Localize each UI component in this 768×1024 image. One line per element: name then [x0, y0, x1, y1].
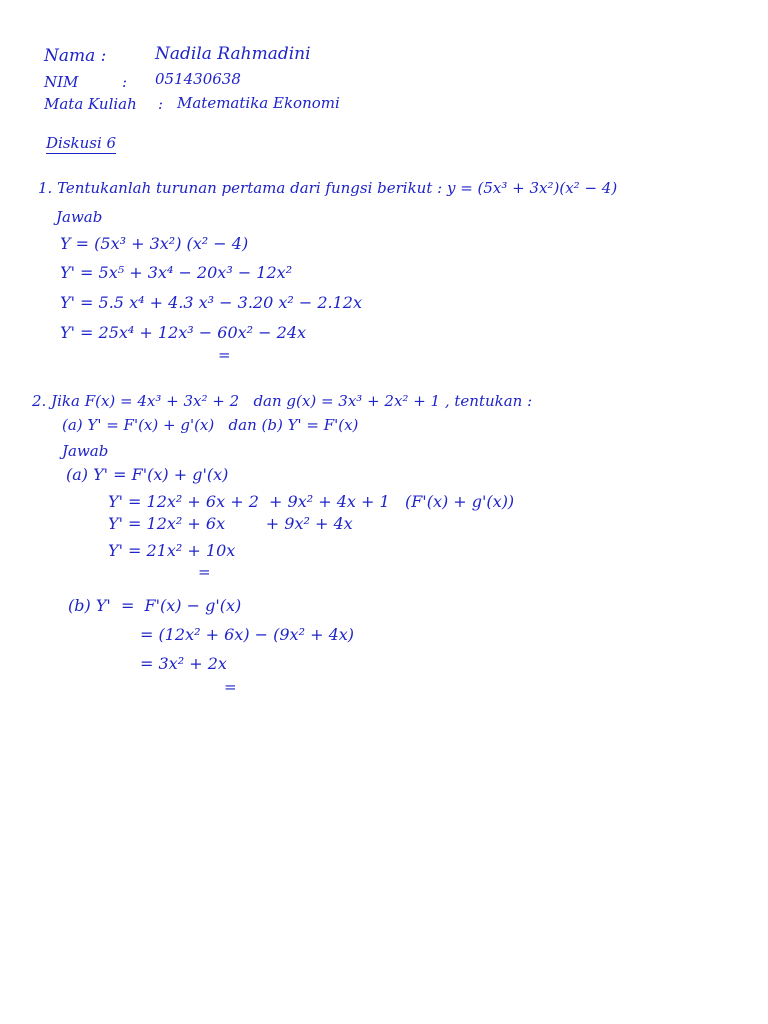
q2b-line-1: = (12x² + 6x) − (9x² + 4x): [140, 625, 355, 644]
mata-kuliah-value: Matematika Ekonomi: [177, 94, 340, 112]
nim-label: NIM: [44, 73, 79, 91]
q2a-line-2: Y' = 12x² + 6x + 9x² + 4x: [108, 514, 353, 533]
q2b-line-2: = 3x² + 2x: [140, 654, 227, 673]
q2-jawab: Jawab: [62, 442, 109, 460]
q2-question-line-2: (a) Y' = F'(x) + g'(x) dan (b) Y' = F'(x): [62, 416, 359, 434]
q2b-head: (b) Y' = F'(x) − g'(x): [68, 596, 242, 615]
nim-value: 051430638: [155, 70, 241, 88]
q2b-result-underline: =: [224, 678, 237, 696]
q1-question: 1. Tentukanlah turunan pertama dari fungsi berikut : y = (5x³ + 3x²)(x² − 4): [38, 179, 618, 197]
section-title: Diskusi 6: [46, 134, 117, 152]
q1-jawab: Jawab: [56, 208, 103, 226]
nama-label: Nama :: [44, 46, 107, 66]
q1-line-2: Y' = 5x⁵ + 3x⁴ − 20x³ − 12x²: [60, 263, 293, 282]
q1-result-underline: =: [218, 346, 231, 364]
q1-line-1: Y = (5x³ + 3x²) (x² − 4): [60, 234, 249, 253]
q2a-head: (a) Y' = F'(x) + g'(x): [66, 465, 229, 484]
q2a-result-underline: =: [198, 563, 211, 581]
q2-question-line-1: 2. Jika F(x) = 4x³ + 3x² + 2 dan g(x) = 3x³ + 2x² + 1 , tentukan :: [32, 392, 533, 410]
q2a-line-1: Y' = 12x² + 6x + 2 + 9x² + 4x + 1 (F'(x) + g'(x)): [108, 492, 515, 511]
q1-line-4: Y' = 25x⁴ + 12x³ − 60x² − 24x: [60, 323, 307, 342]
nama-value: Nadila Rahmadini: [155, 44, 311, 64]
q1-line-3: Y' = 5.5 x⁴ + 4.3 x³ − 3.20 x² − 2.12x: [60, 293, 363, 312]
q2a-line-3: Y' = 21x² + 10x: [108, 541, 236, 560]
nim-colon: :: [122, 73, 128, 91]
mata-kuliah-label: Mata Kuliah: [44, 95, 137, 113]
mata-kuliah-colon: :: [158, 95, 164, 113]
